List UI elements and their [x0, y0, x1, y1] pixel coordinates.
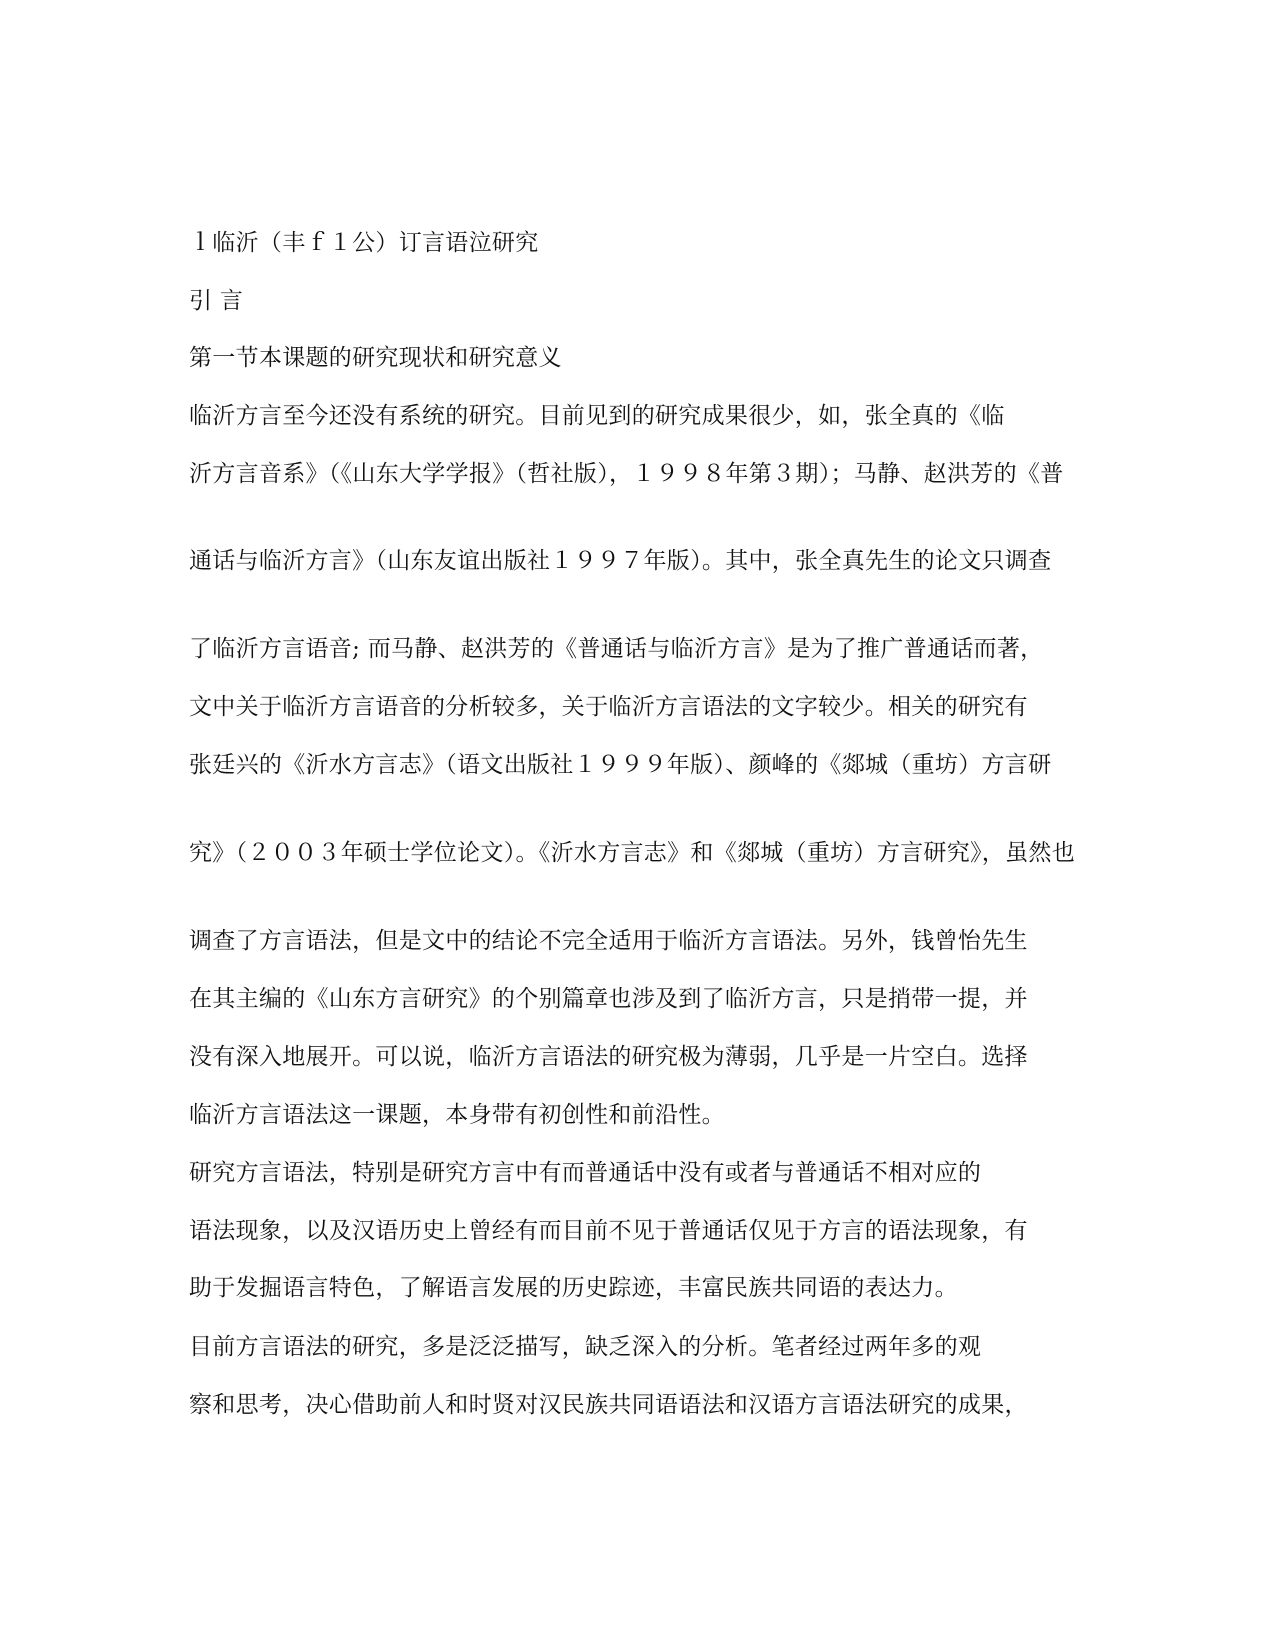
paragraph-line: 了临沂方言语音; 而马静、赵洪芳的《普通话与临沂方言》是为了推广普通话而著， — [189, 636, 1044, 662]
paragraph-line: 在其主编的《山东方言研究》的个别篇章也涉及到了临沂方言，只是捎带一提，并 — [189, 986, 1028, 1012]
paragraph-line: 研究方言语法，特别是研究方言中有而普通话中没有或者与普通话不相对应的 — [189, 1160, 982, 1186]
paragraph-line: 临沂方言语法这一课题，本身带有初创性和前沿性。 — [189, 1102, 725, 1128]
paragraph-line: 语法现象，以及汉语历史上曾经有而目前不见于普通话仅见于方言的语法现象，有 — [189, 1218, 1028, 1244]
paragraph-line: 察和思考，决心借助前人和时贤对汉民族共同语语法和汉语方言语法研究的成果， — [189, 1392, 1028, 1418]
paragraph-line: 文中关于临沂方言语音的分析较多，关于临沂方言语法的文字较少。相关的研究有 — [189, 694, 1028, 720]
paragraph-line: 临沂方言至今还没有系统的研究。目前见到的研究成果很少，如，张全真的《临 — [189, 403, 1005, 429]
paragraph-line: 通话与临沂方言》（山东友谊出版社１９９７年版）。其中，张全真先生的论文只调查 — [189, 548, 1052, 574]
paragraph-line: 助于发掘语言特色，了解语言发展的历史踪迹，丰富民族共同语的表达力。 — [189, 1275, 958, 1301]
paragraph-line: 张廷兴的《沂水方言志》（语文出版社１９９９年版）、颜峰的《郯城（重坊）方言研 — [189, 752, 1052, 778]
subsection-heading: 第一节本课题的研究现状和研究意义 — [189, 345, 562, 371]
section-heading: 引 言 — [189, 288, 244, 314]
paragraph-line: 调查了方言语法，但是文中的结论不完全适用于临沂方言语法。另外，钱曾怡先生 — [189, 928, 1028, 954]
paragraph-line: 没有深入地展开。可以说，临沂方言语法的研究极为薄弱，几乎是一片空白。选择 — [189, 1044, 1028, 1070]
paragraph-line: 目前方言语法的研究，多是泛泛描写，缺乏深入的分析。笔者经过两年多的观 — [189, 1334, 982, 1360]
paragraph-line: 究》（２００３年硕士学位论文）。《沂水方言志》和《郯城（重坊）方言研究》，虽然也 — [189, 840, 1075, 866]
document-title: ｌ临沂（丰ｆ１公）订言语泣研究 — [189, 230, 539, 256]
paragraph-line: 沂方言音系》（《山东大学学报》（哲社版），１９９８年第３期）；马静、赵洪芳的《普 — [189, 461, 1064, 487]
